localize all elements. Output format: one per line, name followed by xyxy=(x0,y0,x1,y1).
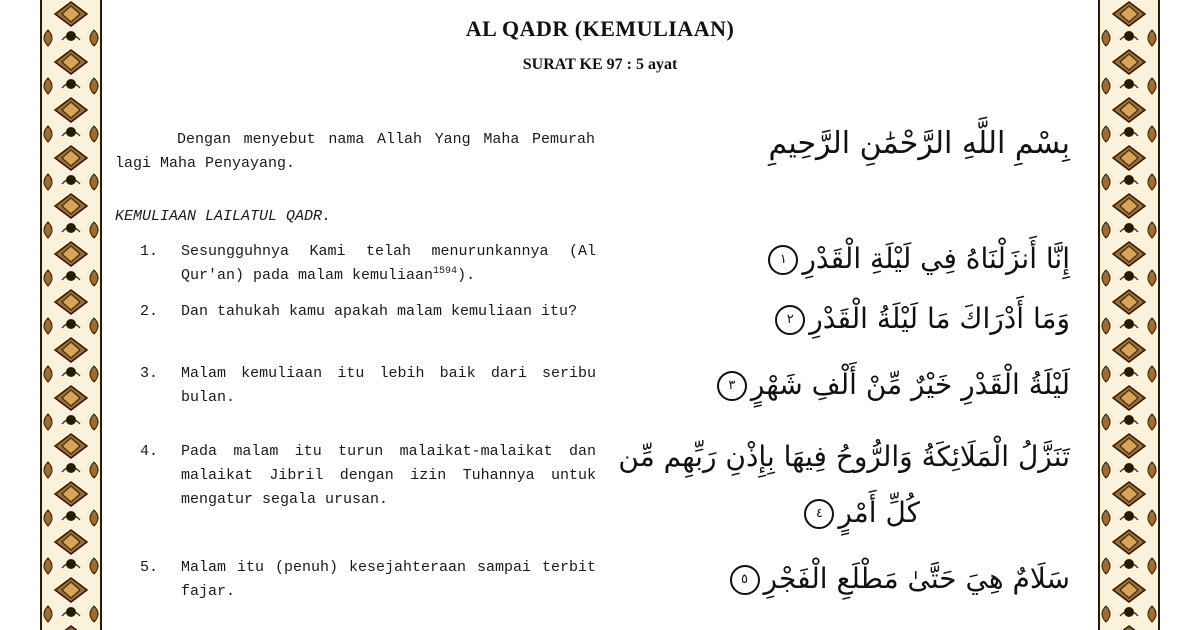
verse-4-arabic-continued xyxy=(800,496,920,529)
verse-number: 4. xyxy=(140,443,159,460)
verse-end-marker: ٥ xyxy=(730,565,760,595)
section-heading: KEMULIAAN LAILATUL QADR. xyxy=(115,208,332,225)
arabic-text: لَيْلَةُ الْقَدْرِ خَيْرٌ مِّنْ أَلْفِ شَهْرٍ xyxy=(750,368,1070,401)
verse-number: 1. xyxy=(140,243,159,260)
verse-translation: Dan tahukah kamu apakah malam kemuliaan itu? xyxy=(181,303,578,320)
verse-2-arabic xyxy=(771,302,1070,335)
verse-end-marker: ١ xyxy=(768,245,798,275)
verse-1 xyxy=(140,240,596,288)
verse-end-marker: ٢ xyxy=(775,305,805,335)
basmala-translation: Dengan menyebut nama Allah Yang Maha Pemurah lagi Maha Penyayang. xyxy=(115,131,595,172)
verse-end-marker: ٣ xyxy=(717,371,747,401)
verse-number: 5. xyxy=(140,559,159,576)
footnote-ref: 1594 xyxy=(433,266,458,277)
arabic-text: سَلَامٌ هِيَ حَتَّىٰ مَطْلَعِ الْفَجْرِ xyxy=(763,562,1070,595)
verse-translation xyxy=(181,240,596,288)
verse-3 xyxy=(140,362,596,410)
page-title: AL QADR (KEMULIAAN) xyxy=(465,16,735,41)
verse-translation: Pada malam itu turun malaikat-malaikat dan malaikat Jibril dengan izin Tuhannya untuk mengatur segala urusan. xyxy=(181,443,596,508)
arabic-text: وَمَا أَدْرَاكَ مَا لَيْلَةُ الْقَدْرِ xyxy=(809,302,1070,335)
verse-number: 3. xyxy=(140,365,159,382)
verse-text: Sesungguhnya Kami telah menurunkannya (Al Qur'an) pada malam kemuliaan xyxy=(181,243,596,284)
verse-4 xyxy=(140,440,596,512)
verse-5 xyxy=(140,556,596,604)
verse-2 xyxy=(140,300,596,324)
decorative-border-left xyxy=(40,0,102,630)
floral-pattern-left xyxy=(42,0,100,630)
decorative-border-right xyxy=(1098,0,1160,630)
verse-4-arabic xyxy=(618,440,1070,473)
verse-translation: Malam itu (penuh) kesejahteraan sampai terbit fajar. xyxy=(181,559,596,600)
verse-1-arabic xyxy=(764,242,1070,275)
verse-translation: Malam kemuliaan itu lebih baik dari seribu bulan. xyxy=(181,365,596,406)
arabic-text: تَنَزَّلُ الْمَلَائِكَةُ وَالرُّوحُ فِيهَا بِإِذْنِ رَبِّهِم مِّن xyxy=(618,440,1070,473)
verse-text-end: ). xyxy=(457,267,476,284)
document-page xyxy=(100,0,1100,630)
arabic-text: كُلِّ أَمْرٍ xyxy=(838,496,920,529)
arabic-text: إِنَّا أَنزَلْنَاهُ فِي لَيْلَةِ الْقَدْرِ xyxy=(802,242,1070,275)
floral-pattern-right xyxy=(1100,0,1158,630)
verse-number: 2. xyxy=(140,303,159,320)
surah-subtitle: SURAT KE 97 : 5 ayat xyxy=(522,56,678,73)
verse-end-marker: ٤ xyxy=(804,499,834,529)
basmala-arabic: بِسْمِ اللَّهِ الرَّحْمَٰنِ الرَّحِيمِ xyxy=(768,126,1070,161)
verse-5-arabic xyxy=(726,562,1070,595)
verse-3-arabic xyxy=(713,368,1070,401)
